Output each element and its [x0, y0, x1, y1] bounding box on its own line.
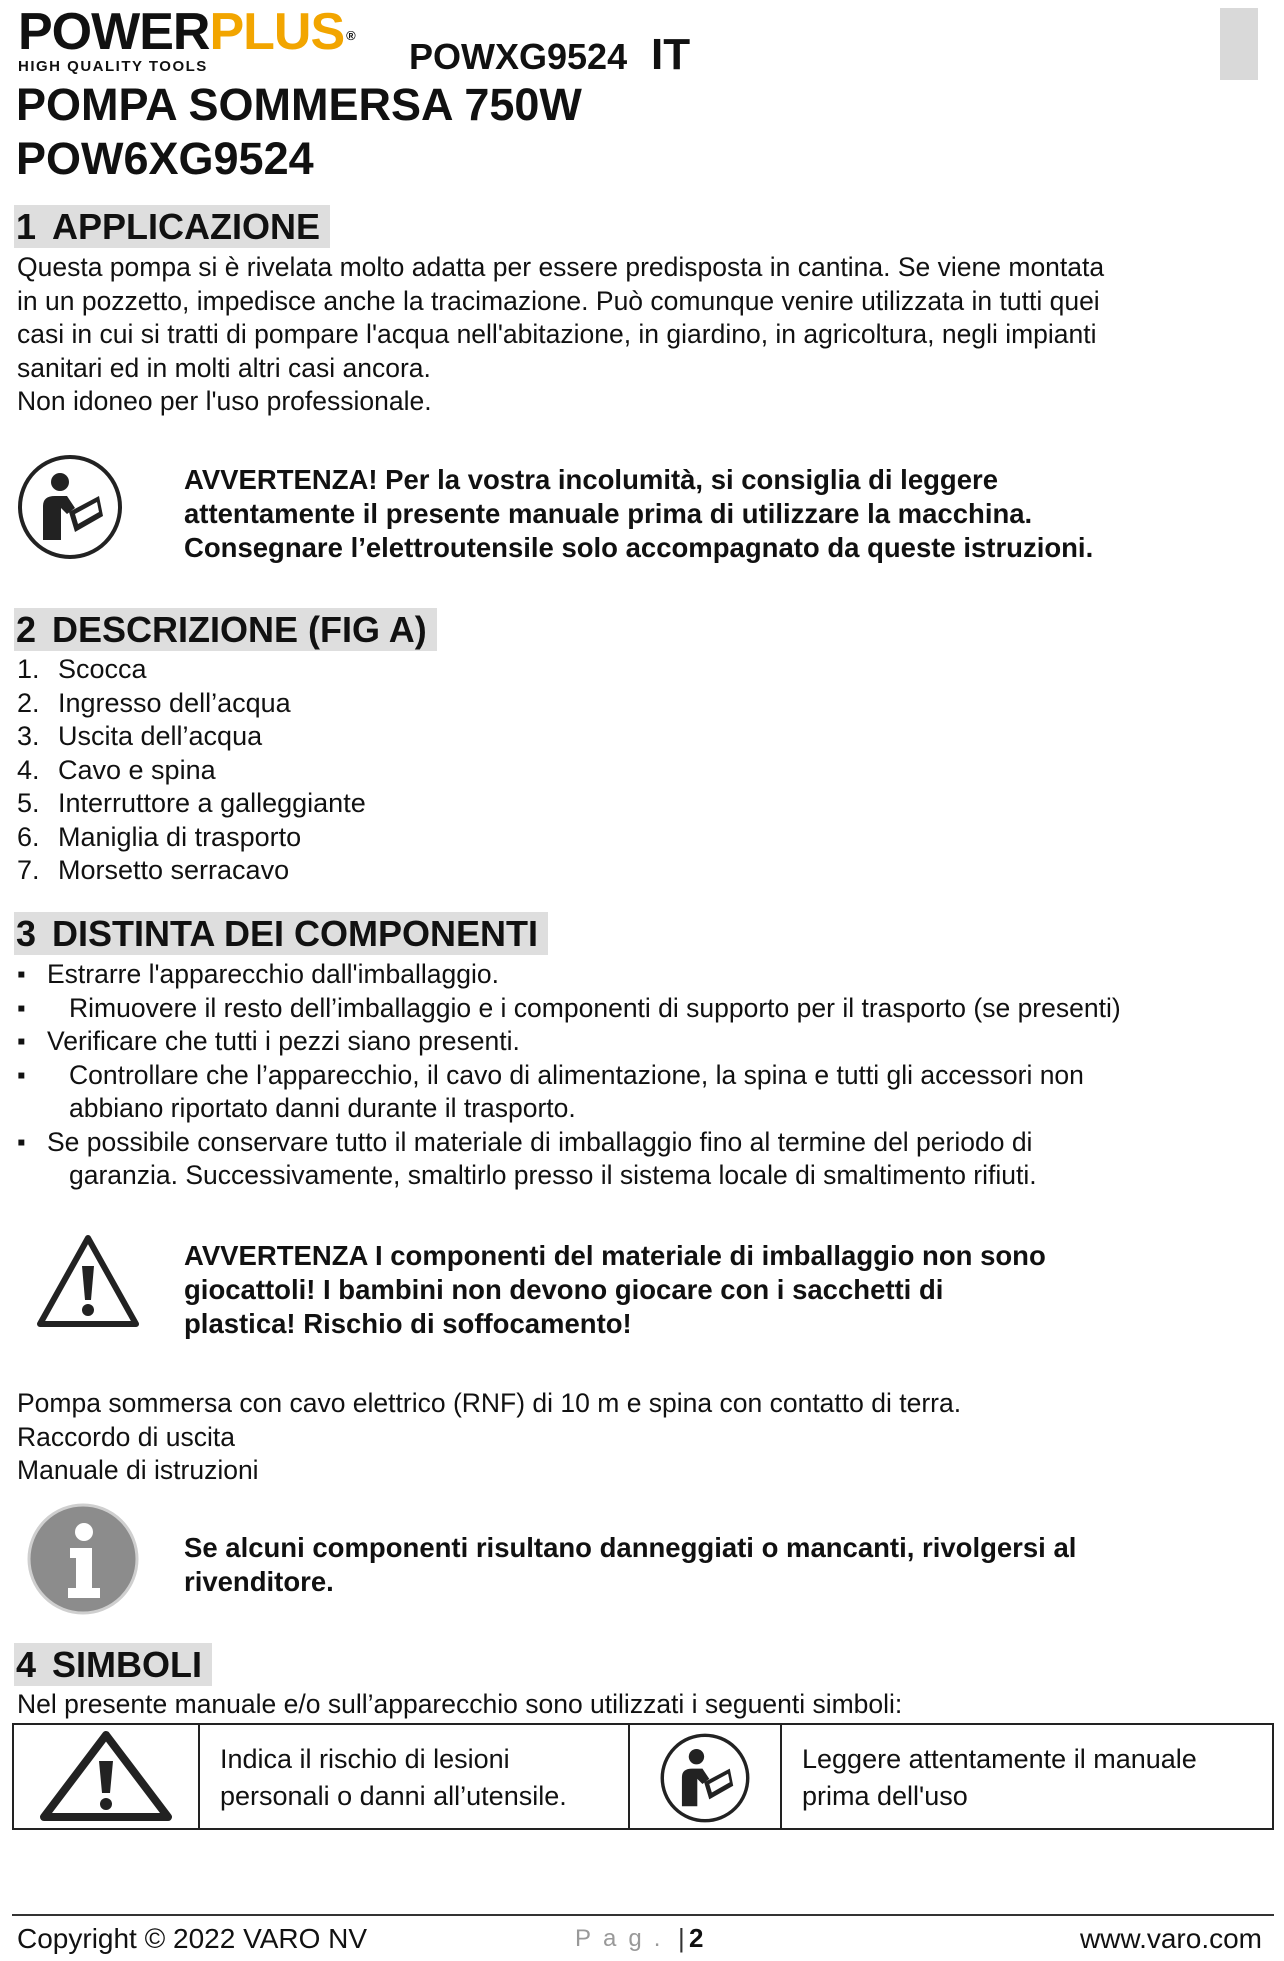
description-item-number: 1.: [17, 654, 40, 684]
symbol-description: prima dell'uso: [802, 1781, 968, 1811]
warning-1-line: attentamente il presente manuale prima di utilizzare la macchina.: [184, 498, 1033, 529]
list-item: [17, 1059, 1277, 1126]
symbol-description: personali o danni all’utensile.: [220, 1781, 567, 1811]
list-item: [17, 1025, 1277, 1059]
list-item-text: Verificare che tutti i pezzi siano presenti.: [47, 1026, 520, 1056]
symbol-cell-text: [200, 1725, 630, 1828]
contents-line: Pompa sommersa con cavo elettrico (RNF) di 10 m e spina con contatto di terra.: [17, 1388, 962, 1418]
description-item: [17, 821, 366, 855]
description-item: [17, 754, 366, 788]
contents-line: Raccordo di uscita: [17, 1421, 235, 1452]
title-line-2: POW6XG9524: [16, 133, 314, 184]
warning-triangle-icon: [34, 1232, 142, 1330]
list-item: [17, 958, 1277, 992]
section-3-title: DISTINTA DEI COMPONENTI: [52, 913, 539, 954]
footer-page-label: Pag.: [575, 1925, 673, 1952]
description-item-label: Interruttore a galleggiante: [58, 788, 366, 818]
footer-copyright: Copyright © 2022 VARO NV: [17, 1923, 368, 1954]
description-item-label: Ingresso dell’acqua: [58, 687, 291, 718]
section-3-heading: [14, 912, 548, 955]
description-item: [17, 653, 366, 687]
warning-triangle-icon: [36, 1729, 176, 1823]
page-title: [16, 78, 582, 186]
package-contents: [17, 1387, 1272, 1488]
list-item-text: abbiano riportato danni durante il trasporto.: [69, 1093, 576, 1123]
warning-1-line: Consegnare l’elettroutensile solo accompagnato da queste istruzioni.: [184, 532, 1094, 563]
list-item-text: Rimuovere il resto dell’imballaggio e i componenti di supporto per il trasporto (se presenti): [69, 992, 1121, 1023]
section-2-title: DESCRIZIONE (FIG A): [52, 609, 427, 650]
footer-divider: [12, 1914, 1274, 1916]
info-text: [184, 1531, 1256, 1599]
description-item: [17, 687, 366, 721]
list-item: [17, 992, 1277, 1026]
list-item: [17, 1126, 1277, 1193]
description-item-number: 7.: [17, 855, 40, 885]
section-4-heading: [14, 1643, 212, 1686]
description-item-number: 2.: [17, 687, 40, 718]
section-4-intro: Nel presente manuale e/o sull’apparecchio sono utilizzati i seguenti simboli:: [17, 1689, 903, 1719]
symbol-cell-icon: [14, 1725, 200, 1828]
footer-website: www.varo.com: [1079, 1923, 1262, 1954]
read-manual-icon: [650, 1731, 760, 1825]
info-line: Se alcuni componenti risultano danneggiati o mancanti, rivolgersi al: [184, 1532, 1077, 1563]
section-1-line: casi in cui si tratti di pompare l'acqua nell'abitazione, in giardino, in agricoltura, negli impianti: [17, 319, 1097, 349]
logo-tagline: HIGH QUALITY TOOLS: [18, 58, 208, 75]
symbols-table: [12, 1723, 1274, 1830]
list-item-text: Se possibile conservare tutto il materiale di imballaggio fino al termine del periodo di: [47, 1126, 1033, 1157]
section-1-line: Questa pompa si è rivelata molto adatta per essere predisposta in cantina. Se viene montata: [17, 252, 1105, 282]
description-item: [17, 720, 366, 754]
warning-2-line: giocattoli! I bambini non devono giocare con i sacchetti di: [184, 1274, 944, 1305]
corner-tab: [1220, 8, 1258, 80]
warning-1-text: [184, 463, 1172, 565]
components-checklist: [17, 958, 1277, 1193]
section-2-heading: [14, 608, 437, 651]
language-code: IT: [651, 30, 691, 79]
model-code: POWXG9524: [409, 36, 628, 77]
description-item: [17, 854, 366, 888]
description-item-number: 3.: [17, 721, 40, 751]
logo-registered-mark: ®: [346, 28, 355, 43]
symbol-cell-text: [782, 1725, 1272, 1828]
symbol-cell-icon: [630, 1725, 782, 1828]
description-item-number: 6.: [17, 821, 40, 852]
description-item-number: 4.: [17, 754, 40, 785]
description-item-label: Uscita dell’acqua: [58, 721, 263, 751]
title-line-1: POMPA SOMMERSA 750W: [16, 79, 582, 130]
description-item-label: Cavo e spina: [58, 754, 216, 785]
info-line: rivenditore.: [184, 1566, 334, 1597]
list-item-text: Controllare che l’apparecchio, il cavo di alimentazione, la spina e tutti gli accessori non: [69, 1059, 1084, 1090]
list-item-text: Estrarre l'apparecchio dall'imballaggio.: [47, 959, 500, 989]
warning-2-line: AVVERTENZA I componenti del materiale di imballaggio non sono: [184, 1240, 1046, 1271]
powerplus-logo: [18, 3, 355, 75]
footer-page-number: 2: [689, 1923, 704, 1953]
description-item-label: Morsetto serracavo: [58, 855, 290, 885]
symbol-description: Indica il rischio di lesioni: [220, 1744, 510, 1774]
symbol-description: Leggere attentamente il manuale: [802, 1744, 1197, 1774]
warning-2-text: [184, 1239, 1184, 1341]
section-3-number: 3: [16, 913, 37, 954]
section-1-line: Non idoneo per l'uso professionale.: [17, 386, 432, 416]
info-icon: [26, 1502, 140, 1616]
logo-plus-text: PLUS: [209, 3, 345, 61]
contents-line: Manuale di istruzioni: [17, 1455, 259, 1485]
warning-1-line: AVVERTENZA! Per la vostra incolumità, si consiglia di leggere: [184, 464, 999, 495]
logo-power-text: POWER: [18, 3, 210, 61]
read-manual-icon: [15, 452, 125, 562]
list-item-text: garanzia. Successivamente, smaltirlo presso il sistema locale di smaltimento rifiuti.: [69, 1160, 1037, 1190]
description-list: [17, 653, 366, 888]
section-1-line: in un pozzetto, impedisce anche la tracimazione. Può comunque venire utilizzata in tutti quei: [17, 285, 1100, 316]
section-1-line: sanitari ed in molti altri casi ancora.: [17, 352, 431, 383]
description-item-label: Maniglia di trasporto: [58, 821, 302, 852]
section-1-title: APPLICAZIONE: [52, 206, 321, 247]
description-item-number: 5.: [17, 788, 40, 818]
warning-2-line: plastica! Rischio di soffocamento!: [184, 1308, 632, 1339]
section-1-heading: [14, 205, 330, 248]
section-4-title: SIMBOLI: [52, 1644, 203, 1685]
section-1-body: [17, 251, 1272, 419]
description-item-label: Scocca: [58, 654, 147, 684]
section-1-number: 1: [16, 206, 37, 247]
footer-separator: |: [678, 1923, 685, 1953]
description-item: [17, 787, 366, 821]
section-4-number: 4: [16, 1644, 37, 1685]
section-2-number: 2: [16, 609, 37, 650]
